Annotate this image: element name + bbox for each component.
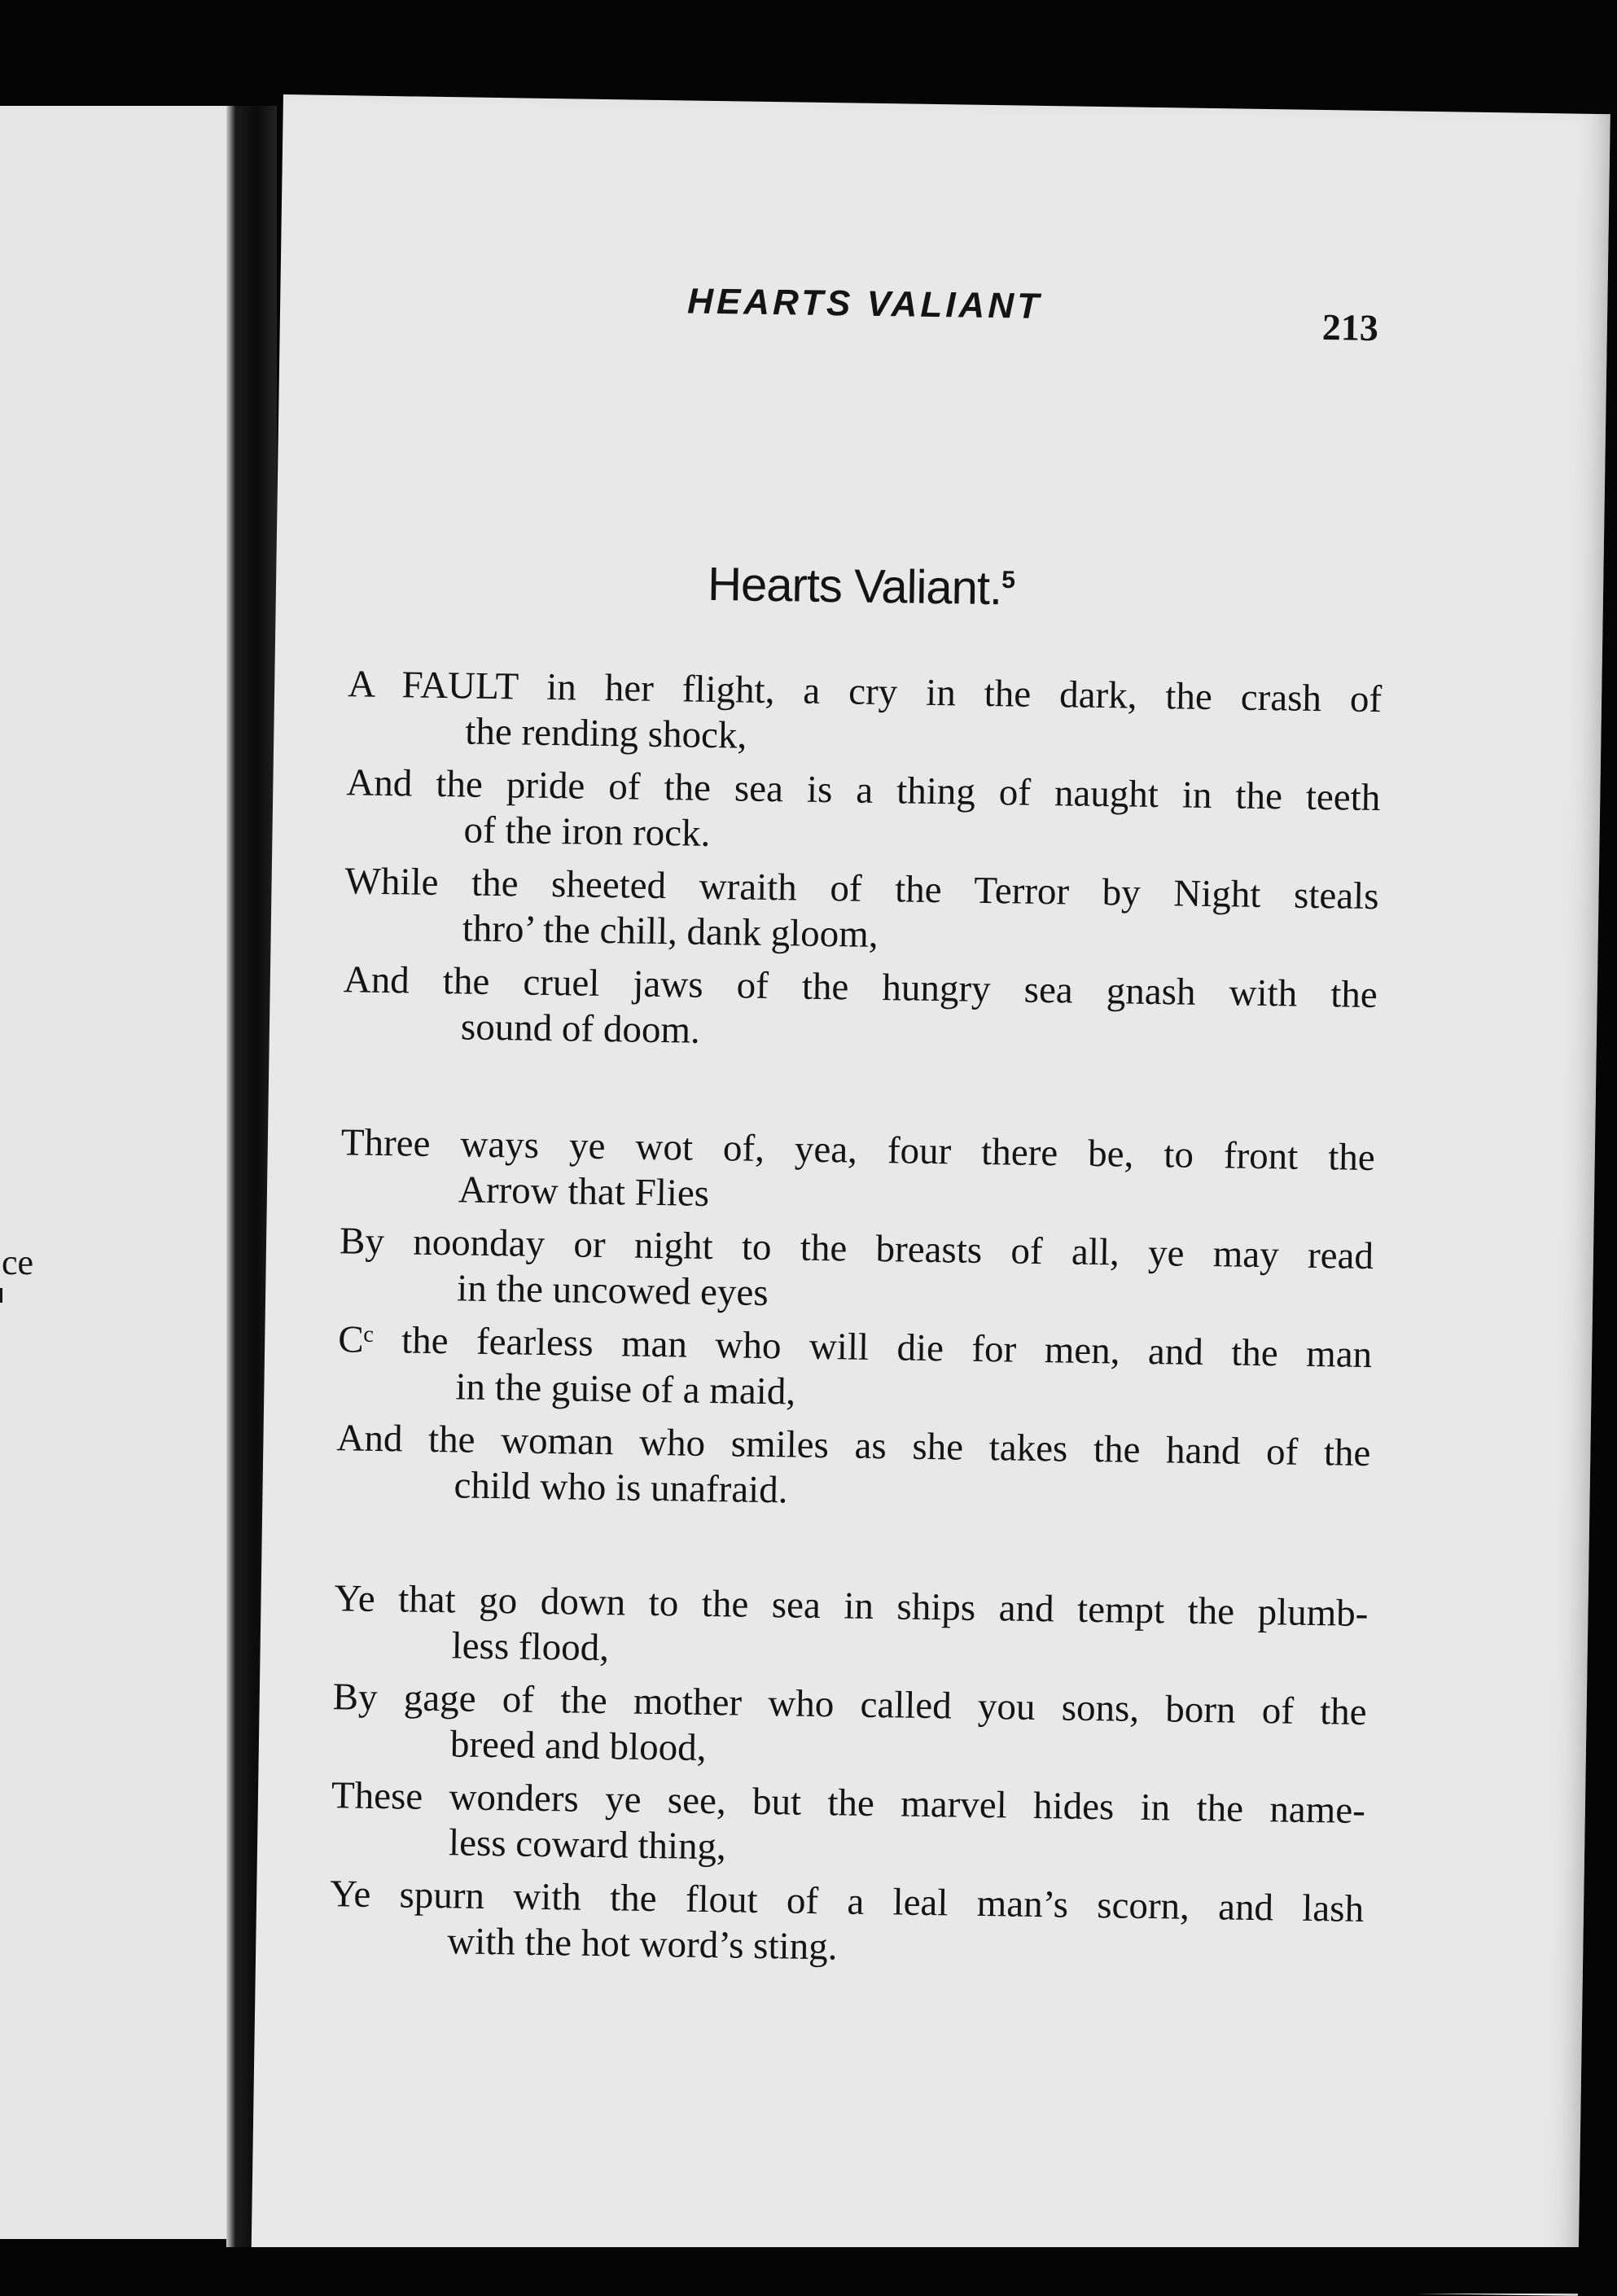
line-text: And the pride of the sea is a thing of naught in the teeth <box>346 761 1381 820</box>
line-text: And the cruel jaws of the hungry sea gnash with the <box>343 958 1378 1017</box>
main-page <box>251 94 1610 2296</box>
left-page-text-fragment: ce <box>2 1242 34 1282</box>
poem-line <box>345 760 1381 866</box>
poem-line <box>343 957 1378 1063</box>
stanza-1 <box>342 661 1382 1071</box>
line-continuation: with the hot word’s sting. <box>446 1920 838 1969</box>
poem-line <box>347 661 1383 768</box>
line-continuation: breed and blood, <box>449 1723 707 1769</box>
line-continuation: less coward thing, <box>448 1821 727 1869</box>
poem-line <box>340 1120 1376 1226</box>
running-head: HEARTS VALIANT <box>686 281 1043 326</box>
line-text: A FAULT in her flight, a cry in the dark, the crash of <box>347 663 1383 721</box>
scan-bottom-edge <box>0 2247 1617 2294</box>
line-text: Ye that go down to the sea in ships and tempt the plumb- <box>334 1577 1369 1636</box>
footnote-marker: 5 <box>1001 566 1015 594</box>
poem-line <box>332 1674 1368 1781</box>
left-page-mark <box>0 1288 2 1303</box>
line-continuation: sound of doom. <box>460 1006 701 1052</box>
line-text: By gage of the mother who called you sons, born of the <box>332 1676 1368 1734</box>
line-continuation: less flood, <box>451 1624 610 1670</box>
line-continuation: the rending shock, <box>465 710 747 757</box>
line-continuation: thro’ the chill, dank gloom, <box>462 907 879 957</box>
stanza-2 <box>335 1120 1375 1529</box>
line-text: Cᶜ the fearless man who will die for men, and the man <box>337 1318 1373 1377</box>
poem-line <box>331 1772 1366 1879</box>
poem-title <box>708 557 1015 616</box>
line-continuation: in the guise of a maid, <box>455 1365 796 1413</box>
line-text: Ye spurn with the flout of a leal man’s scorn, and lash <box>329 1873 1365 1930</box>
line-continuation: Arrow that Flies <box>458 1168 710 1215</box>
line-text: By noonday or night to the breasts of all, ye may read <box>339 1220 1374 1278</box>
page-number: 213 <box>1321 306 1379 349</box>
line-text: Three ways ye wot of, yea, four there be, to front the <box>340 1121 1376 1180</box>
line-text: While the sheeted wraith of the Terror by Night steals <box>344 860 1379 918</box>
line-text: And the woman who smiles as she takes the hand of the <box>336 1417 1371 1475</box>
line-continuation: child who is unafraid. <box>454 1464 788 1512</box>
line-continuation: of the iron rock. <box>463 808 711 855</box>
poem-line <box>335 1415 1371 1522</box>
line-continuation: in the uncowed eyes <box>456 1267 769 1315</box>
stanza-3 <box>329 1575 1369 1985</box>
poem-line <box>337 1317 1373 1423</box>
poem-title-text: Hearts Valiant. <box>707 557 1002 616</box>
poem-line <box>329 1871 1365 1978</box>
left-page <box>0 106 228 2239</box>
line-text: These wonders ye see, but the marvel hides in the name- <box>331 1774 1366 1832</box>
poem-line <box>339 1218 1374 1325</box>
poem-line <box>344 858 1379 965</box>
poem-line <box>333 1575 1369 1682</box>
